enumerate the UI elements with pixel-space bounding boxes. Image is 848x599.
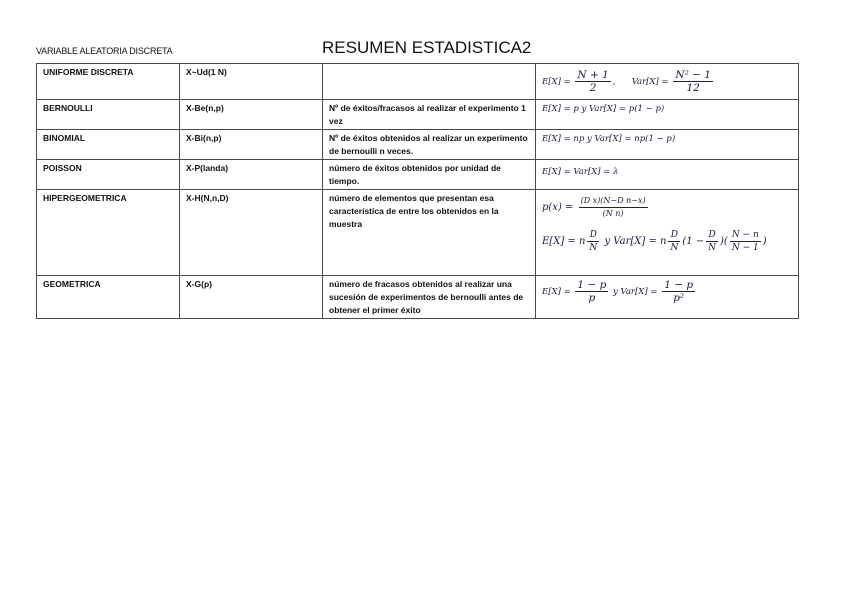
formula-fraction: $\frac{D}{N}$ [589, 230, 598, 253]
distribution-formula: p(x) = $\frac{\text{(D x)(N−D n−x)}}{\text{(N n)}}$ E[X] = n $\frac{D}{N}$ y Var[X] = n $\frac{D}{N}$ (1 − $\frac{D}{N}$ )( $\frac{N - n}{N - 1}$ ) [536, 190, 799, 276]
distribution-description: número de éxitos obtenidos por unidad de tiempo. [323, 160, 536, 190]
formula-part: y Var[X] = [613, 287, 658, 297]
table-row [37, 130, 799, 160]
distribution-notation: X-G(p) [180, 276, 323, 319]
distribution-description: Nº de éxitos obtenidos al realizar un experimento de bernoulli n veces. [323, 130, 536, 160]
formula-fraction: $\frac{D}{N}$ [670, 230, 679, 253]
distribution-notation: X-Be(n,p) [180, 100, 323, 130]
distribution-name: GEOMETRICA [37, 276, 180, 319]
distribution-summary-table [36, 63, 799, 319]
table-row [37, 64, 799, 100]
table-row [37, 276, 799, 319]
distribution-formula: E[X] = np y Var[X] = np(1 − p) [536, 130, 799, 160]
formula-part: y Var[X] = n [604, 236, 667, 247]
formula-fraction: $\frac{1 - p}{\text{p²}}$ [664, 279, 694, 304]
distribution-formula: E[X] = Var[X] = λ [536, 160, 799, 190]
distribution-description [323, 64, 536, 100]
distribution-description: número de fracasos obtenidos al realizar una sucesión de experimentos de bernoulli antes de obtener el primer éxito [323, 276, 536, 319]
table-row [37, 190, 799, 276]
distribution-formula: E[X] = p y Var[X] = p(1 − p) [536, 100, 799, 130]
formula-part: Var[X] = [631, 77, 669, 87]
formula-fraction: $\frac{1 - p}{p}$ [577, 279, 607, 304]
formula-part: E[X] = [542, 287, 571, 297]
distribution-name: BINOMIAL [37, 130, 180, 160]
formula-fraction: $\frac{\text{(D x)(N−D n−x)}}{\text{(N n)}}$ [580, 196, 646, 218]
distribution-name: BERNOULLI [37, 100, 180, 130]
formula-part: E[X] = [542, 77, 571, 87]
table-row [37, 160, 799, 190]
distribution-notation: X~Ud(1 N) [180, 64, 323, 100]
distribution-formula [536, 276, 799, 319]
distribution-description: Nº de éxitos/fracasos al realizar el experimento 1 vez [323, 100, 536, 130]
distribution-name: POISSON [37, 160, 180, 190]
distribution-notation: X-H(N,n,D) [180, 190, 323, 276]
formula-fraction: $\frac{N + 1}{2}$ [577, 69, 609, 94]
formula-fraction: $\frac{D}{N}$ [708, 230, 717, 253]
distribution-notation: X-P(landa) [180, 160, 323, 190]
document-title: RESUMEN ESTADISTICA2 [322, 38, 532, 57]
distribution-description: número de elementos que presentan esa característica de entre los obtenidos en la muestra [323, 190, 536, 276]
document-subtitle: VARIABLE ALEATORIA DISCRETA [36, 46, 173, 56]
distribution-name: HIPERGEOMETRICA [37, 190, 180, 276]
formula-part: E[X] = n [542, 236, 586, 247]
formula-fraction: $\frac{N - n}{N - 1}$ [731, 230, 759, 253]
formula-fraction: $\frac{\text{N² − 1}}{12}$ [675, 69, 711, 94]
distribution-notation: X-Bi(n,p) [180, 130, 323, 160]
table-row [37, 100, 799, 130]
distribution-name: UNIFORME DISCRETA [37, 64, 180, 100]
distribution-formula: E[X] = $\frac{N + 1}{2}$ , Var[X] = $\frac{\text{N² − 1}}{12}$ [536, 64, 799, 100]
formula-part: p(x) = [542, 202, 574, 213]
